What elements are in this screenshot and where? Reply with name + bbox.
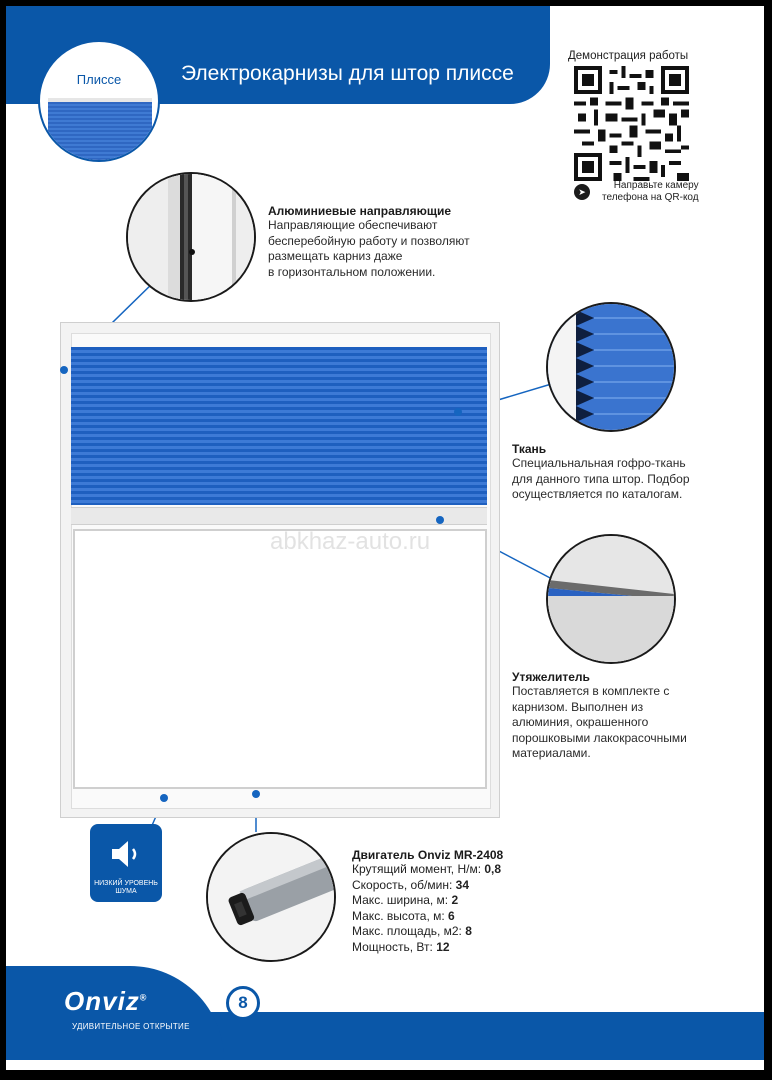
fabric-title: Ткань (512, 442, 547, 456)
qr-instruction-line: Направьте камеру (613, 180, 699, 191)
spec-label: Макс. ширина, м: (352, 893, 449, 907)
motor-spec-row (352, 862, 503, 878)
noise-marker-dot (160, 794, 168, 802)
low-noise-line: НИЗКИЙ УРОВЕНЬ (94, 880, 158, 887)
fabric-line: осуществляется по каталогам. (512, 487, 683, 501)
window-illustration (60, 322, 500, 818)
spec-label: Мощность, Вт: (352, 939, 433, 954)
brand-name: Onviz (64, 986, 140, 1016)
motor-marker-dot (252, 790, 260, 798)
guide-rail-closeup (126, 172, 256, 302)
bottom-weight-bar (71, 507, 487, 525)
guides-title: Алюминиевые направляющие (268, 204, 452, 218)
spec-value: 0,8 (484, 862, 502, 876)
spec-label: Макс. высота, м: (352, 908, 445, 923)
weight-line: материалами. (512, 746, 591, 760)
motor-spec-row (352, 878, 503, 894)
spec-value: 34 (455, 877, 469, 892)
registered-mark: ® (139, 992, 148, 1003)
speaker-icon (108, 836, 144, 872)
spec-value: 2 (451, 893, 459, 907)
page-number: 8 (226, 986, 260, 1020)
guides-line: в горизонтальном положении. (268, 264, 436, 279)
window-glass (73, 529, 487, 789)
weight-line: алюминия, окрашенного (512, 715, 649, 729)
fabric-marker-dot (454, 408, 462, 416)
weight-marker-dot (436, 516, 444, 524)
fabric-line: для данного типа штор. Подбор (512, 471, 690, 486)
weight-line: карнизом. Выполнен из (512, 699, 644, 714)
pleated-fabric (71, 347, 487, 505)
low-noise-label (90, 880, 162, 896)
motor-spec-row (352, 893, 503, 909)
fabric-description (512, 442, 690, 503)
motor-spec-row (352, 924, 503, 940)
low-noise-line: ШУМА (115, 888, 137, 895)
spec-label: Макс. площадь, м2: (352, 924, 462, 938)
weight-line: Поставляется в комплекте с (512, 684, 670, 698)
weight-title: Утяжелитель (512, 670, 590, 684)
motor-closeup (206, 832, 336, 962)
qr-caption: Демонстрация работы (568, 50, 689, 62)
spec-value: 12 (436, 939, 450, 954)
weight-line: порошковыми лакокрасочными (512, 730, 687, 745)
bottom-weight-closeup (546, 534, 676, 664)
guides-marker-dot (60, 366, 68, 374)
guides-line: размещать карниз даже (268, 249, 403, 263)
brand-slogan: УДИВИТЕЛЬНОЕ ОТКРЫТИЕ (72, 1022, 190, 1031)
guides-description (268, 204, 470, 280)
spec-value: 6 (448, 908, 455, 923)
weight-description (512, 670, 687, 762)
motor-description (352, 848, 503, 955)
watermark: abkhaz-auto.ru (270, 528, 431, 555)
category-label: Плиссе (76, 72, 122, 87)
spec-value: 8 (465, 924, 472, 938)
spec-label: Крутящий момент, Н/м: (352, 862, 482, 876)
fabric-closeup (546, 302, 676, 432)
spec-label: Скорость, об/мин: (352, 877, 453, 892)
catalog-page (6, 6, 764, 1070)
low-noise-badge (90, 824, 162, 902)
page-title: Электрокарнизы для штор плиссе (181, 62, 514, 85)
brand-logo (64, 986, 147, 1017)
guides-line: Направляющие обеспечивают (268, 218, 438, 232)
guides-line: бесперебойную работу и позволяют (268, 233, 470, 248)
telegram-icon: ➤ (574, 184, 590, 200)
footer-band (196, 1012, 764, 1060)
motor-spec-row (352, 909, 503, 925)
qr-instruction-line: телефона на QR-код (602, 192, 699, 203)
motor-title: Двигатель Onviz MR-2408 (352, 848, 504, 862)
fabric-line: Специальнальная гофро-ткань (512, 456, 686, 470)
motor-spec-row (352, 940, 503, 956)
